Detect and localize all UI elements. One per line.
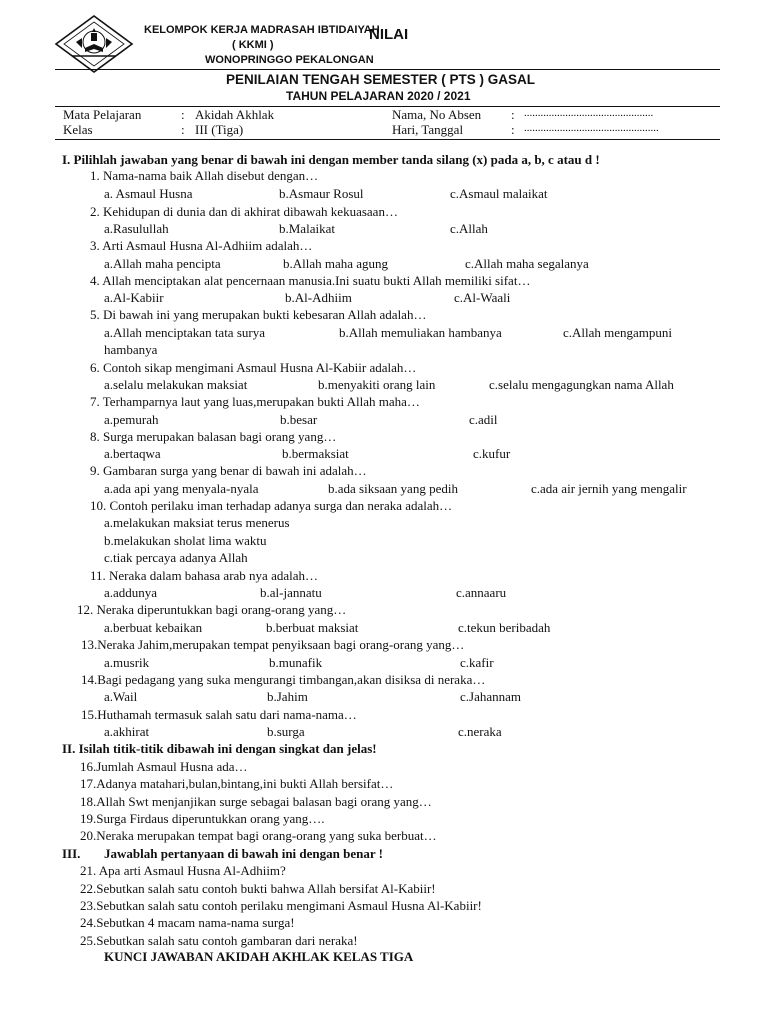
question-18: 18.Allah Swt menjanjikan surge sebagai balasan bagi orang yang… [80, 794, 432, 809]
date-separator: : [511, 122, 515, 137]
name-label: Nama, No Absen [392, 107, 482, 122]
org-name: KELOMPOK KERJA MADRASAH IBTIDAIYAH [144, 24, 380, 36]
option-12b[interactable]: b.berbuat maksiat [266, 620, 359, 635]
option-3b[interactable]: b.Allah maha agung [283, 256, 389, 271]
option-6c[interactable]: c.selalu mengagungkan nama Allah [489, 377, 674, 392]
section-3-number: III. [62, 846, 81, 861]
kkmi-logo [54, 14, 134, 74]
question-13: 13.Neraka Jahim,merupakan tempat penyiksaan bagi orang-orang yang… [81, 637, 465, 652]
org-location: WONOPRINGGO PEKALONGAN [205, 54, 374, 66]
question-15: 15.Huthamah termasuk salah satu dari nama-nama… [81, 707, 357, 722]
option-13b[interactable]: b.munafik [269, 655, 323, 670]
question-21: 21. Apa arti Asmaul Husna Al-Adhiim? [80, 863, 286, 878]
exam-year: TAHUN PELAJARAN 2020 / 2021 [286, 89, 471, 103]
option-12a[interactable]: a.berbuat kebaikan [104, 620, 203, 635]
question-11: 11. Neraka dalam bahasa arab nya adalah… [90, 568, 318, 583]
option-5c[interactable]: c.Allah mengampuni [563, 325, 673, 340]
option-13c[interactable]: c.kafir [460, 655, 494, 670]
info-bottom-rule [55, 139, 720, 140]
option-9b[interactable]: b.ada siksaan yang pedih [328, 481, 458, 496]
nilai-label: NILAI [369, 26, 409, 43]
question-7: 7. Terhamparnya laut yang luas,merupakan bukti Allah maha… [90, 394, 420, 409]
subject-separator: : [181, 107, 185, 122]
option-5b[interactable]: b.Allah memuliakan hambanya [339, 325, 502, 340]
option-6a[interactable]: a.selalu melakukan maksiat [104, 377, 248, 392]
option-7c[interactable]: c.adil [469, 412, 498, 427]
subject-label: Mata Pelajaran [63, 107, 142, 122]
option-14a[interactable]: a.Wail [104, 689, 138, 704]
option-9c[interactable]: c.ada air jernih yang mengalir [531, 481, 687, 496]
option-11a[interactable]: a.addunya [104, 585, 158, 600]
option-10b[interactable]: b.melakukan sholat lima waktu [104, 533, 267, 548]
question-9: 9. Gambaran surga yang benar di bawah ini adalah… [90, 463, 367, 478]
option-9a[interactable]: a.ada api yang menyala-nyala [104, 481, 259, 496]
option-5a[interactable]: a.Allah menciptakan tata surya [104, 325, 265, 340]
option-7a[interactable]: a.pemurah [104, 412, 159, 427]
header-rule [55, 69, 720, 70]
answer-key-title: KUNCI JAWABAN AKIDAH AKHLAK KELAS TIGA [104, 949, 414, 964]
question-16: 16.Jumlah Asmaul Husna ada… [80, 759, 248, 774]
option-4a[interactable]: a.Al-Kabiir [104, 290, 164, 305]
question-6: 6. Contoh sikap mengimani Asmaul Husna Al-Kabiir adalah… [90, 360, 417, 375]
question-12: 12. Neraka diperuntukkan bagi orang-orang yang… [77, 602, 347, 617]
option-14c[interactable]: c.Jahannam [460, 689, 522, 704]
option-2c[interactable]: c.Allah [450, 221, 488, 236]
option-10a[interactable]: a.melakukan maksiat terus menerus [104, 515, 290, 530]
question-2: 2. Kehidupan di dunia dan di akhirat dibawah kekuasaan… [90, 204, 398, 219]
option-11c[interactable]: c.annaaru [456, 585, 507, 600]
question-10: 10. Contoh perilaku iman terhadap adanya surga dan neraka adalah… [90, 498, 453, 513]
option-3a[interactable]: a.Allah maha pencipta [104, 256, 221, 271]
option-15c[interactable]: c.neraka [458, 724, 502, 739]
option-10c[interactable]: c.tiak percaya adanya Allah [104, 550, 248, 565]
option-1b[interactable]: b.Asmaur Rosul [279, 186, 364, 201]
exam-title: PENILAIAN TENGAH SEMESTER ( PTS ) GASAL [226, 72, 536, 87]
org-abbrev: ( KKMI ) [232, 39, 274, 51]
class-label: Kelas [63, 122, 93, 137]
question-3: 3. Arti Asmaul Husna Al-Adhiim adalah… [90, 238, 313, 253]
option-12c[interactable]: c.tekun beribadah [458, 620, 551, 635]
option-13a[interactable]: a.musrik [104, 655, 150, 670]
option-7b[interactable]: b.besar [280, 412, 318, 427]
class-value: III (Tiga) [195, 122, 244, 137]
option-15b[interactable]: b.surga [267, 724, 305, 739]
question-8: 8. Surga merupakan balasan bagi orang yang… [90, 429, 337, 444]
option-4b[interactable]: b.Al-Adhiim [285, 290, 352, 305]
option-1c[interactable]: c.Asmaul malaikat [450, 186, 548, 201]
question-22: 22.Sebutkan salah satu contoh bukti bahwa Allah bersifat Al-Kabiir! [80, 881, 436, 896]
question-24: 24.Sebutkan 4 macam nama-nama surga! [80, 915, 295, 930]
question-14: 14.Bagi pedagang yang suka mengurangi timbangan,akan disiksa di neraka… [81, 672, 486, 687]
subject-value: Akidah Akhlak [195, 107, 275, 122]
question-17: 17.Adanya matahari,bulan,bintang,ini bukti Allah bersifat… [80, 776, 394, 791]
date-field[interactable]: ................................................. [524, 122, 659, 134]
option-11b[interactable]: b.al-jannatu [260, 585, 322, 600]
option-15a[interactable]: a.akhirat [104, 724, 150, 739]
option-1a[interactable]: a. Asmaul Husna [104, 186, 193, 201]
option-8c[interactable]: c.kufur [473, 446, 511, 461]
option-6b[interactable]: b.menyakiti orang lain [318, 377, 436, 392]
option-14b[interactable]: b.Jahim [267, 689, 308, 704]
option-4c[interactable]: c.Al-Waali [454, 290, 511, 305]
option-8b[interactable]: b.bermaksiat [282, 446, 349, 461]
question-20: 20.Neraka merupakan tempat bagi orang-orang yang suka berbuat… [80, 828, 437, 843]
option-2b[interactable]: b.Malaikat [279, 221, 335, 236]
name-field[interactable]: ............................................... [524, 107, 654, 119]
option-5c-continued: hambanya [104, 342, 158, 357]
section-3-heading: Jawablah pertanyaan di bawah ini dengan benar ! [104, 846, 383, 861]
question-5: 5. Di bawah ini yang merupakan bukti kebesaran Allah adalah… [90, 307, 427, 322]
section-2-heading: II. Isilah titik-titik dibawah ini dengan singkat dan jelas! [62, 741, 377, 756]
date-label: Hari, Tanggal [392, 122, 464, 137]
class-separator: : [181, 122, 185, 137]
section-1-heading: I. Pilihlah jawaban yang benar di bawah ini dengan member tanda silang (x) pada a, b, c atau d ! [62, 152, 600, 167]
question-19: 19.Surga Firdaus diperuntukkan orang yang…. [80, 811, 325, 826]
question-4: 4. Allah menciptakan alat pencernaan manusia.Ini suatu bukti Allah memiliki sifat… [90, 273, 531, 288]
question-23: 23.Sebutkan salah satu contoh perilaku mengimani Asmaul Husna Al-Kabiir! [80, 898, 482, 913]
option-8a[interactable]: a.bertaqwa [104, 446, 161, 461]
question-25: 25.Sebutkan salah satu contoh gambaran dari neraka! [80, 933, 358, 948]
name-separator: : [511, 107, 515, 122]
question-1: 1. Nama-nama baik Allah disebut dengan… [90, 168, 319, 183]
option-2a[interactable]: a.Rasulullah [104, 221, 169, 236]
option-3c[interactable]: c.Allah maha segalanya [465, 256, 589, 271]
